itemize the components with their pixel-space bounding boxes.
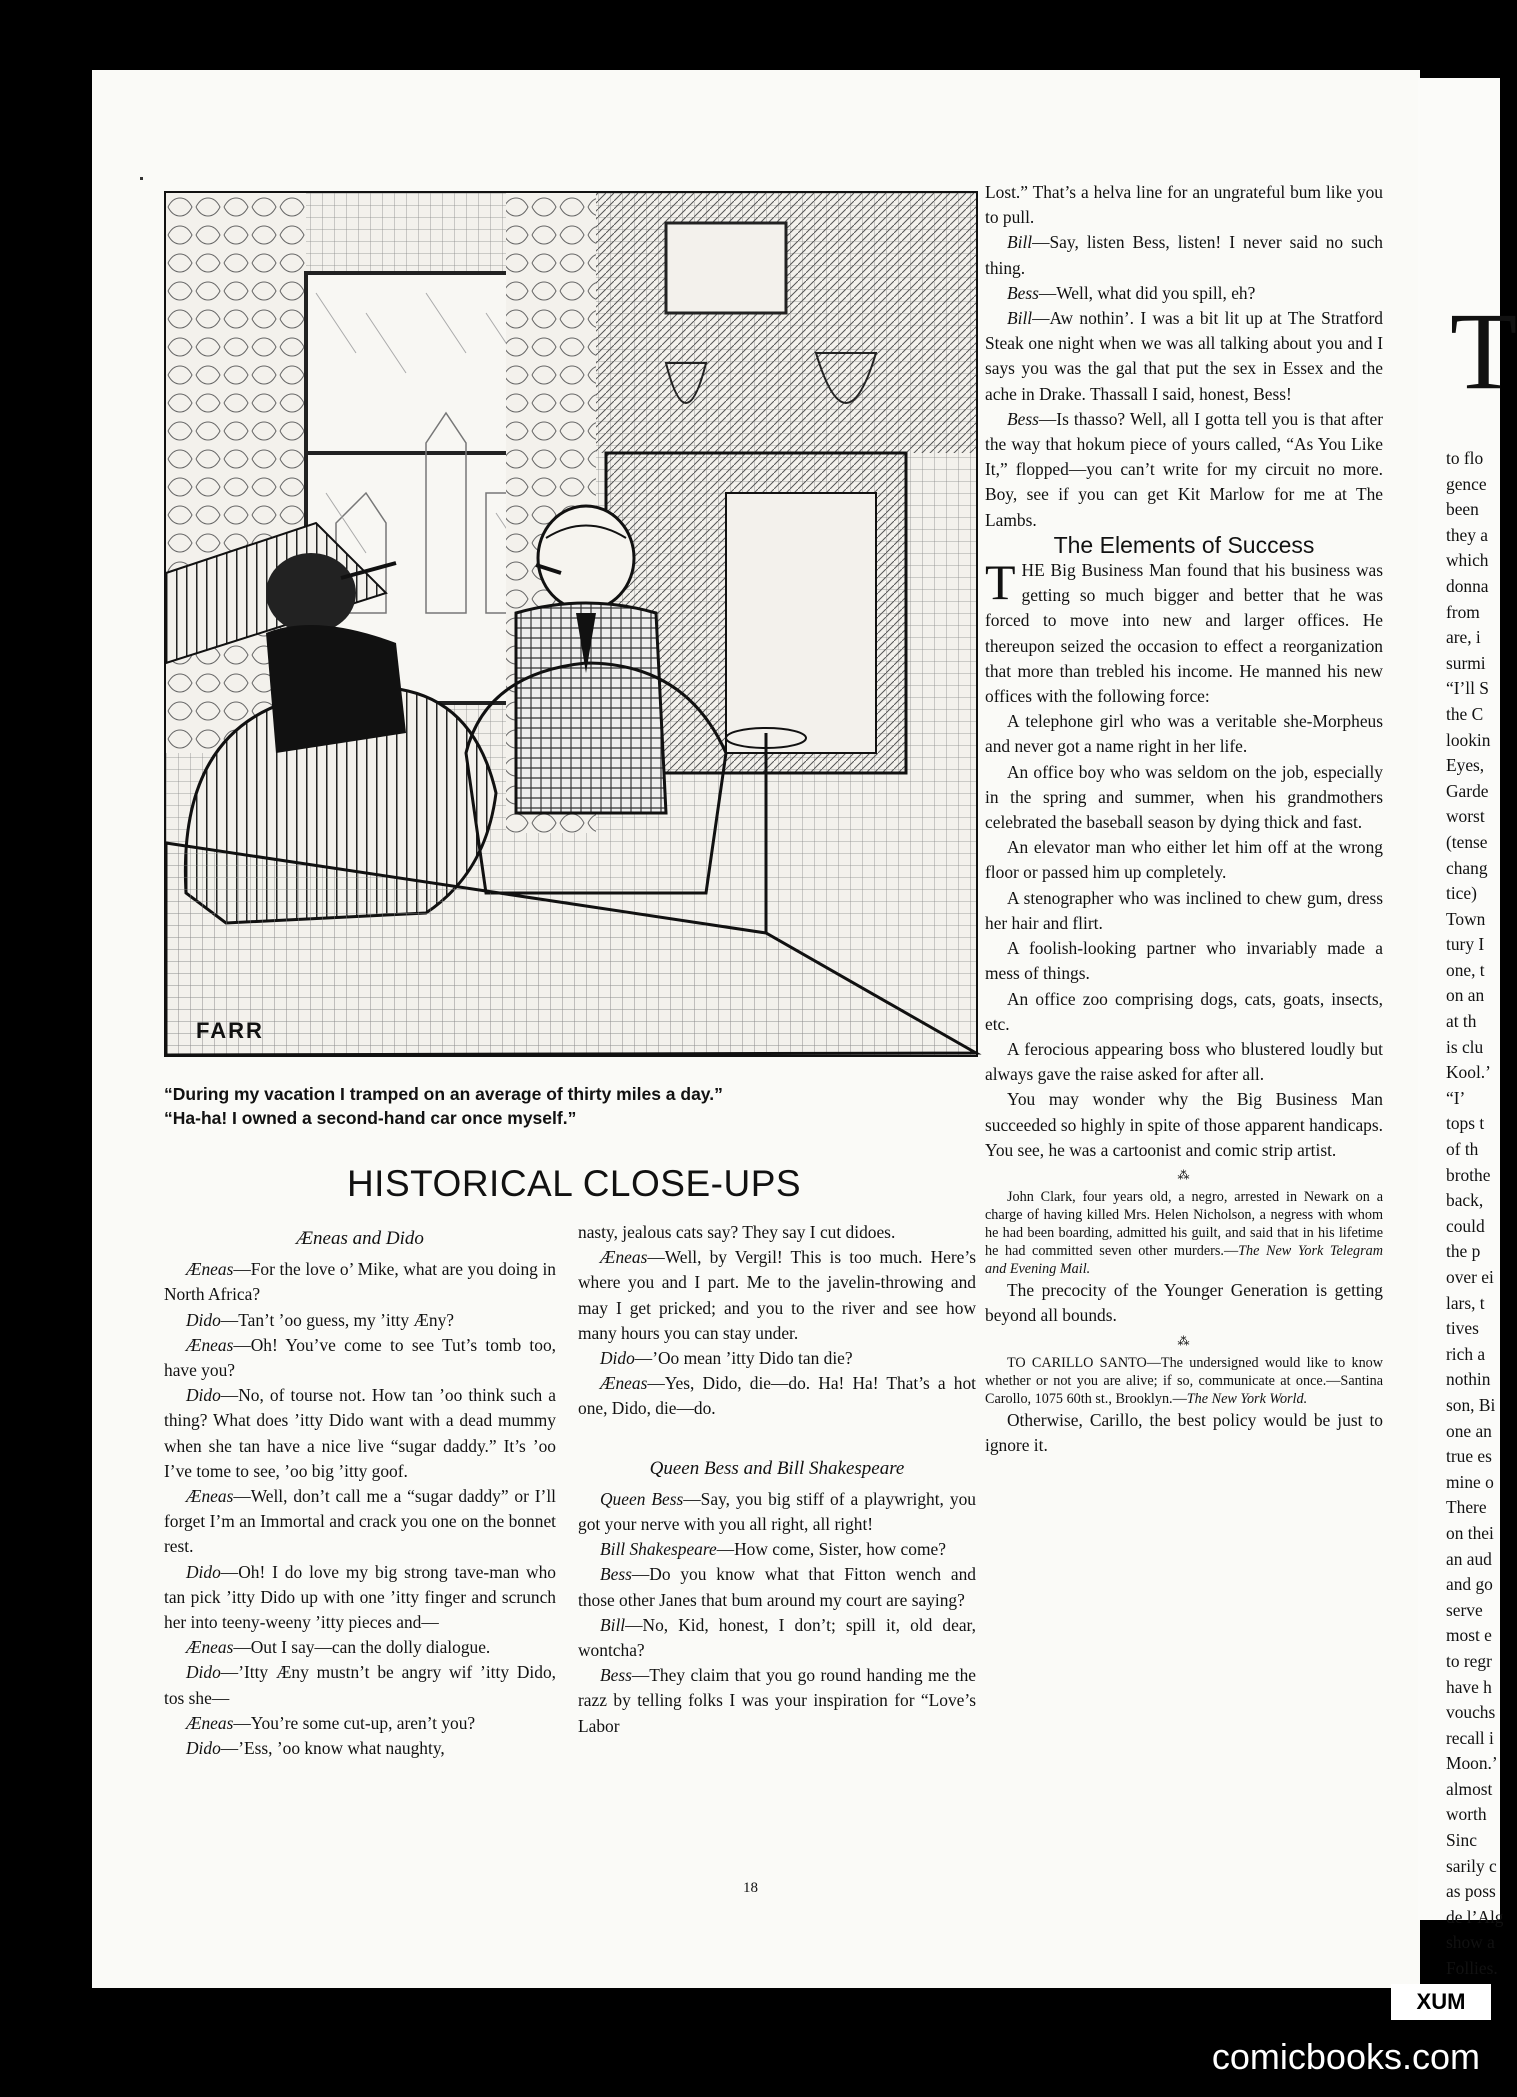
adjacent-text-line: Town bbox=[1446, 908, 1486, 929]
dialogue-line: Dido—Oh! I do love my big strong tave-man who tan pick ’itty Dido up with one ’itty finger and scrunch her into teeny-weeny ’itty pieces and— bbox=[164, 1561, 556, 1633]
adjacent-text-line: “I’ bbox=[1446, 1087, 1466, 1108]
clipping-comment-2: Otherwise, Carillo, the best policy would be just to ignore it. bbox=[985, 1409, 1383, 1455]
dialogue-line: Dido—’Ess, ’oo know what naughty, bbox=[186, 1738, 445, 1759]
adjacent-text-line: worst bbox=[1446, 806, 1485, 827]
list-item: An office zoo comprising dogs, cats, goats, insects, etc. bbox=[985, 988, 1383, 1034]
adjacent-text-line: from bbox=[1446, 601, 1480, 622]
adjacent-text-line: donna bbox=[1446, 575, 1489, 596]
adjacent-page-text bbox=[1446, 446, 1503, 1982]
dialogue-line: Æneas—Oh! You’ve come to see Tut’s tomb too, have you? bbox=[164, 1334, 556, 1381]
dialogue-line: Dido—Tan’t ’oo guess, my ’itty Æny? bbox=[186, 1309, 455, 1330]
adjacent-text-line: chang bbox=[1446, 857, 1488, 878]
adjacent-text-line: Kool.’ bbox=[1446, 1062, 1491, 1083]
adjacent-text-line: Follies. bbox=[1446, 1958, 1498, 1979]
adjacent-text-line: Garde bbox=[1446, 780, 1489, 801]
list-item: A foolish-looking partner who invariably made a mess of things. bbox=[985, 938, 1383, 984]
dialogue-line: Dido—’Oo mean ’itty Dido tan die? bbox=[600, 1348, 853, 1369]
adjacent-text-line: There bbox=[1446, 1497, 1487, 1518]
section-title: HISTORICAL CLOSE-UPS bbox=[346, 1163, 802, 1204]
adjacent-text-line: back, bbox=[1446, 1190, 1484, 1211]
adjacent-text-line: “I’ll S bbox=[1446, 678, 1489, 699]
adjacent-drop-cap: T bbox=[1450, 290, 1517, 412]
adjacent-text-line: tice) bbox=[1446, 883, 1477, 904]
adjacent-text-line: tury I bbox=[1446, 934, 1485, 955]
adjacent-text-line: could bbox=[1446, 1215, 1485, 1236]
adjacent-text-line: the p bbox=[1446, 1241, 1481, 1262]
column-3 bbox=[985, 180, 1383, 1458]
adjacent-text-line: lookin bbox=[1446, 729, 1491, 750]
dialogue-line: Æneas—You’re some cut-up, aren’t you? bbox=[186, 1712, 476, 1733]
dialogue-line: Queen Bess—Say, you big stiff of a playwright, you got your nerve with you all right, all right! bbox=[578, 1488, 976, 1535]
dialogue-continuation: nasty, jealous cats say? They say I cut didoes. bbox=[578, 1222, 896, 1242]
caption-line-2: “Ha-ha! I owned a second-hand car once myself.” bbox=[164, 1108, 577, 1128]
site-watermark: comicbooks.com bbox=[1211, 2036, 1480, 2077]
adjacent-text-line: sarily c bbox=[1446, 1855, 1497, 1876]
adjacent-text-line: which bbox=[1446, 550, 1489, 571]
dialogue-line: Dido—No, of tourse not. How tan ’oo think such a thing? What does ’itty Dido want with a dead mummy when she tan have a nice live “sugar daddy.” It’s ’oo I’ve tome to see, ’oo big ’itty goof. bbox=[164, 1385, 556, 1481]
adjacent-text-line: are, i bbox=[1446, 627, 1481, 648]
adjacent-text-line: tops t bbox=[1446, 1113, 1485, 1134]
adjacent-text-line: vouchs bbox=[1446, 1702, 1496, 1723]
adjacent-text-line: one an bbox=[1446, 1420, 1492, 1441]
adjacent-text-line: and go bbox=[1446, 1574, 1493, 1595]
adjacent-text-line: the C bbox=[1446, 703, 1484, 724]
subheading-bess: Queen Bess and Bill Shakespeare bbox=[649, 1457, 905, 1479]
caption-line-1: “During my vacation I tramped on an average of thirty miles a day.” bbox=[164, 1084, 723, 1104]
adjacent-text-line: an aud bbox=[1446, 1548, 1492, 1569]
adjacent-text-line: over ei bbox=[1446, 1267, 1494, 1287]
adjacent-text-line: son, Bi bbox=[1446, 1394, 1496, 1415]
adjacent-text-line: true es bbox=[1446, 1446, 1492, 1467]
adjacent-text-line: Moon.’ bbox=[1446, 1753, 1498, 1774]
list-item: A telephone girl who was a veritable she-Morpheus and never got a name right in her life. bbox=[985, 711, 1383, 757]
page-mark bbox=[140, 177, 143, 180]
dialogue-line: Æneas—For the love o’ Mike, what are you doing in North Africa? bbox=[164, 1259, 556, 1305]
adjacent-text-line: one, t bbox=[1446, 959, 1485, 980]
adjacent-text-line: brothe bbox=[1446, 1164, 1491, 1185]
adjacent-text-line: rich a bbox=[1446, 1343, 1486, 1364]
dialogue-line: Bill—Say, listen Bess, listen! I never said no such thing. bbox=[985, 232, 1383, 278]
separator-ornament: ⁂ bbox=[1177, 1333, 1191, 1348]
adjacent-text-line: gence bbox=[1446, 473, 1487, 494]
list-item: You may wonder why the Big Business Man succeeded so highly in spite of those apparent handicaps. You see, he was a cartoonist and comic strip artist. bbox=[985, 1089, 1383, 1160]
adjacent-text-line: mine o bbox=[1446, 1471, 1494, 1492]
cartoon-illustration bbox=[164, 191, 978, 1057]
adjacent-text-line: most e bbox=[1446, 1625, 1492, 1646]
adjacent-text-line: surmi bbox=[1446, 652, 1486, 673]
adjacent-text-line: worth bbox=[1446, 1804, 1487, 1825]
adjacent-text-line: recall i bbox=[1446, 1727, 1494, 1748]
dialogue-line: Æneas—Yes, Dido, die—do. Ha! Ha! That’s a hot one, Dido, die—do. bbox=[578, 1373, 976, 1419]
list-item: An office boy who was seldom on the job, especially in the spring and summer, when his grandmothers celebrated the baseball season by dying thick and fast. bbox=[985, 761, 1383, 833]
adjacent-text-line: Sinc bbox=[1446, 1830, 1477, 1851]
adjacent-text-line: to flo bbox=[1446, 448, 1484, 468]
dialogue-line: Bess—Do you know what that Fitton wench and those other Janes that bum around my court are saying? bbox=[578, 1564, 976, 1610]
dialogue-line: Bill—No, Kid, honest, I don’t; spill it, old dear, wontcha? bbox=[578, 1614, 976, 1661]
cartoon-caption bbox=[164, 1082, 984, 1130]
dialogue-line: Dido—’Itty Æny mustn’t be angry wif ’itty Dido, tos she— bbox=[164, 1662, 556, 1708]
dialogue-line: Bill—Aw nothin’. I was a bit lit up at The Stratford Steak one night when we was all talking about you and I says you was the gal that put the sex in Essex and the ache in Drake. Thassall I said, honest, Bess! bbox=[985, 308, 1383, 404]
list-item: A stenographer who was inclined to chew gum, dress her hair and flirt. bbox=[985, 887, 1383, 933]
artist-signature: FARR bbox=[196, 1018, 264, 1043]
adjacent-text-line: of th bbox=[1446, 1139, 1479, 1160]
adjacent-text-line: almost bbox=[1446, 1778, 1493, 1799]
column-2 bbox=[578, 1220, 976, 1739]
dialogue-line: Æneas—Out I say—can the dolly dialogue. bbox=[186, 1637, 491, 1658]
adjacent-page bbox=[1418, 78, 1517, 1979]
adjacent-text-line: nothin bbox=[1446, 1369, 1491, 1390]
list-item: A ferocious appearing boss who blustered loudly but always gave the raise asked for after all. bbox=[985, 1038, 1383, 1085]
adjacent-text-line: serve bbox=[1446, 1599, 1483, 1620]
scan-tag: XUM bbox=[1391, 1984, 1491, 2020]
dialogue-continuation: Lost.” That’s a helva line for an ungrateful bum like you to pull. bbox=[985, 182, 1383, 228]
adjacent-text-line: Eyes, bbox=[1446, 755, 1485, 776]
dialogue-line: Æneas—Well, don’t call me a “sugar daddy” or I’ll forget I’m an Immortal and crack you one on the bonnet rest. bbox=[164, 1486, 556, 1557]
adjacent-text-line: show a bbox=[1446, 1932, 1495, 1953]
adjacent-text-line: on an bbox=[1446, 985, 1485, 1006]
adjacent-text-line: (tense bbox=[1446, 831, 1488, 852]
adjacent-text-line: they a bbox=[1446, 524, 1489, 545]
adjacent-text-line: lars, t bbox=[1446, 1292, 1485, 1313]
subheading-aeneas: Æneas and Dido bbox=[296, 1228, 424, 1249]
adjacent-text-line: on thei bbox=[1446, 1522, 1494, 1543]
dialogue-line: Bess—Well, what did you spill, eh? bbox=[1007, 282, 1256, 303]
adjacent-text-line: at th bbox=[1446, 1011, 1477, 1032]
separator-ornament: ⁂ bbox=[1177, 1167, 1191, 1182]
adjacent-text-line: have h bbox=[1446, 1676, 1492, 1697]
dialogue-line: Bess—Is thasso? Well, all I gotta tell you is that after the way that hokum piece of yours called, “As You Like It,” flopped—you can’t write for my circuit no more. Boy, see if you can get Kit Marlow for me at The Lambs. bbox=[985, 408, 1383, 530]
adjacent-text-line: de l’Alg bbox=[1446, 1906, 1504, 1927]
news-clipping-2: TO CARILLO SANTO—The undersigned would like to know whether or not you are alive; if so, communicate at once.—Santina Carollo, 1075 60th st., Brooklyn.—The New York World. bbox=[985, 1354, 1383, 1407]
list-item: An elevator man who either let him off at the wrong floor or passed him up completely. bbox=[985, 837, 1383, 883]
column-1 bbox=[164, 1220, 556, 1761]
adjacent-text-line: been bbox=[1446, 499, 1479, 520]
drop-cap: T bbox=[985, 554, 1016, 611]
clipping-comment-1: The precocity of the Younger Generation is getting beyond all bounds. bbox=[985, 1280, 1383, 1326]
article-intro: THE Big Business Man found that his business was getting so much bigger and better that he was forced to move into new and larger offices. He thereupon seized the occasion to effect a reorganization that more than trebled his income. He manned his new offices with the following force: bbox=[985, 554, 1383, 707]
adjacent-text-line: tives bbox=[1446, 1318, 1479, 1339]
article-title-elements: The Elements of Success bbox=[1053, 531, 1315, 558]
dialogue-line: Æneas—Well, by Vergil! This is too much. Here’s where you and I part. Me to the javelin-throwing and may I get pricked; and you to the river and see how many hours you can stay under. bbox=[578, 1247, 976, 1343]
dialogue-line: Bess—They claim that you go round handing me the razz by telling folks I was your inspiration for “Love’s Labor bbox=[578, 1665, 976, 1736]
dialogue-line: Bill Shakespeare—How come, Sister, how come? bbox=[600, 1539, 946, 1560]
news-clipping-1: John Clark, four years old, a negro, arrested in Newark on a charge of having killed Mrs. Helen Nicholson, a negress with whom he had been boarding, admitted his guilt, and said that in his lifetime he had committed seven other murders.—The New York Telegram and Evening Mail. bbox=[985, 1189, 1383, 1278]
adjacent-text-line: is clu bbox=[1446, 1036, 1484, 1057]
adjacent-text-line: to regr bbox=[1446, 1650, 1492, 1671]
adjacent-text-line: as poss bbox=[1446, 1881, 1496, 1902]
page-number: 18 bbox=[743, 1880, 758, 1896]
